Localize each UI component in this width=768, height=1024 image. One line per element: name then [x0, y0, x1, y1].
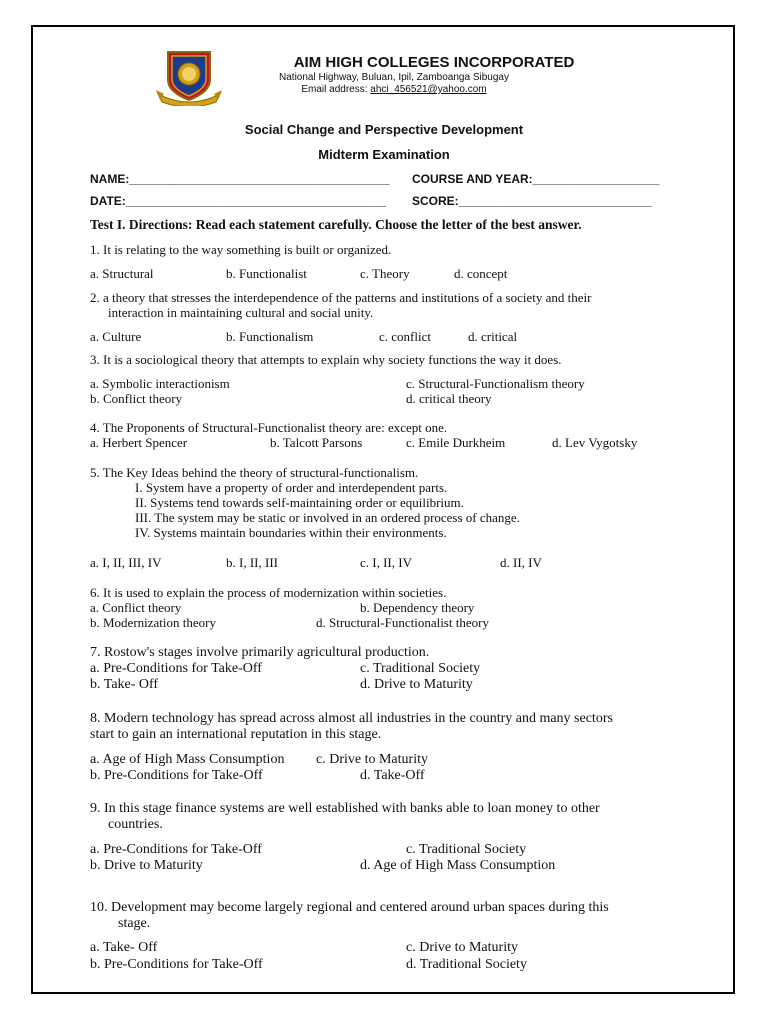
- question-8-choice-d[interactable]: d. Take-Off: [360, 768, 425, 783]
- question-4-choice-c[interactable]: c. Emile Durkheim: [406, 435, 506, 450]
- question-8-stem: 8. Modern technology has spread across almost all industries in the country and many sectors: [90, 711, 613, 726]
- question-10-choice-d[interactable]: d. Traditional Society: [406, 957, 527, 972]
- school-address: National Highway, Buluan, Ipil, Zamboanga Sibugay: [279, 72, 509, 83]
- question-3-choice-d[interactable]: d. critical theory: [406, 391, 492, 406]
- question-5-choice-c[interactable]: c. I, II, IV: [360, 555, 412, 570]
- question-6-choice-b2[interactable]: b. Modernization theory: [90, 615, 216, 630]
- question-8-stem-cont: start to gain an international reputation in this stage.: [90, 727, 382, 742]
- question-1-choice-b[interactable]: b. Functionalist: [226, 266, 307, 281]
- exam-subject: Social Change and Perspective Development: [244, 122, 524, 137]
- test1-directions: Test I. Directions: Read each statement carefully. Choose the letter of the best answer.: [90, 217, 582, 232]
- question-1-choice-a[interactable]: a. Structural: [90, 266, 154, 281]
- question-10-choice-a[interactable]: a. Take- Off: [90, 940, 158, 955]
- question-9-stem: 9. In this stage finance systems are well established with banks able to loan money to other: [90, 801, 600, 816]
- question-9-choice-b[interactable]: b. Drive to Maturity: [90, 858, 203, 873]
- question-1-choice-d[interactable]: d. concept: [454, 266, 508, 281]
- question-7-choice-c[interactable]: c. Traditional Society: [360, 661, 481, 676]
- score-field[interactable]: SCORE:_____________________________: [412, 194, 653, 208]
- school-name: AIM HIGH COLLEGES INCORPORATED: [293, 54, 575, 71]
- question-7-choice-b[interactable]: b. Take- Off: [90, 677, 159, 692]
- question-2-stem-cont: interaction in maintaining cultural and social unity.: [108, 305, 374, 320]
- question-7-stem: 7. Rostow's stages involve primarily agricultural production.: [90, 645, 430, 660]
- question-6-choice-a[interactable]: a. Conflict theory: [90, 600, 182, 615]
- question-2-stem: 2. a theory that stresses the interdependence of the patterns and institutions of a society and their: [90, 290, 592, 305]
- exam-type: Midterm Examination: [318, 147, 450, 162]
- question-3-choice-c[interactable]: c. Structural-Functionalism theory: [406, 376, 585, 391]
- question-5-choice-b[interactable]: b. I, II, III: [226, 555, 278, 570]
- question-9-choice-d[interactable]: d. Age of High Mass Consumption: [360, 858, 556, 873]
- question-3-choice-a[interactable]: a. Symbolic interactionism: [90, 376, 230, 391]
- question-10-stem-cont: stage.: [118, 916, 151, 931]
- question-6-choice-b[interactable]: b. Dependency theory: [360, 600, 475, 615]
- question-9-choice-a[interactable]: a. Pre-Conditions for Take-Off: [90, 842, 262, 857]
- question-5-stem: 5. The Key Ideas behind the theory of structural-functionalism.: [90, 465, 419, 480]
- question-10-choice-b[interactable]: b. Pre-Conditions for Take-Off: [90, 957, 263, 972]
- question-5-choice-d[interactable]: d. II, IV: [500, 555, 542, 570]
- question-7-choice-a[interactable]: a. Pre-Conditions for Take-Off: [90, 661, 262, 676]
- question-10-stem: 10. Development may become largely regional and centered around urban spaces during this: [90, 900, 609, 915]
- question-5-item-4: IV. Systems maintain boundaries within their environments.: [135, 525, 447, 540]
- question-2-choice-c[interactable]: c. conflict: [379, 329, 431, 344]
- question-4-choice-a[interactable]: a. Herbert Spencer: [90, 435, 188, 450]
- question-3-stem: 3. It is a sociological theory that attempts to explain why society functions the way it does.: [90, 352, 562, 367]
- question-5-item-2: II. Systems tend towards self-maintaining order or equilibrium.: [135, 495, 464, 510]
- question-2-choice-d[interactable]: d. critical: [468, 329, 518, 344]
- email-link[interactable]: ahci_456521@yahoo.com: [370, 84, 487, 95]
- course-year-field[interactable]: COURSE AND YEAR:___________________: [412, 172, 660, 186]
- email-label: Email address:: [301, 84, 368, 95]
- question-1-choice-c[interactable]: c. Theory: [360, 266, 410, 281]
- question-4-choice-d[interactable]: d. Lev Vygotsky: [552, 435, 638, 450]
- question-2-choice-b[interactable]: b. Functionalism: [226, 329, 314, 344]
- question-6-stem: 6. It is used to explain the process of modernization within societies.: [90, 585, 447, 600]
- question-9-choice-c[interactable]: c. Traditional Society: [406, 842, 527, 857]
- question-2-choice-a[interactable]: a. Culture: [90, 329, 142, 344]
- question-3-choice-b[interactable]: b. Conflict theory: [90, 391, 183, 406]
- question-7-choice-d[interactable]: d. Drive to Maturity: [360, 677, 473, 692]
- question-8-choice-c[interactable]: c. Drive to Maturity: [316, 752, 428, 767]
- question-5-choice-a[interactable]: a. I, II, III, IV: [90, 555, 162, 570]
- date-field[interactable]: DATE:_______________________________________: [90, 194, 387, 208]
- question-9-stem-cont: countries.: [108, 817, 163, 832]
- question-5-item-1: I. System have a property of order and interdependent parts.: [135, 480, 448, 495]
- question-5-item-3: III. The system may be static or involved in an ordered process of change.: [135, 510, 520, 525]
- question-4-stem: 4. The Proponents of Structural-Functionalist theory are: except one.: [90, 420, 448, 435]
- name-field[interactable]: NAME:_______________________________________: [90, 172, 390, 186]
- school-email-line: [0, 84, 768, 95]
- question-1-stem: 1. It is relating to the way something is built or organized.: [90, 242, 392, 257]
- question-10-choice-c[interactable]: c. Drive to Maturity: [406, 940, 518, 955]
- question-8-choice-b[interactable]: b. Pre-Conditions for Take-Off: [90, 768, 263, 783]
- question-6-choice-d[interactable]: d. Structural-Functionalist theory: [316, 615, 489, 630]
- question-8-choice-a[interactable]: a. Age of High Mass Consumption: [90, 752, 285, 767]
- question-4-choice-b[interactable]: b. Talcott Parsons: [270, 435, 363, 450]
